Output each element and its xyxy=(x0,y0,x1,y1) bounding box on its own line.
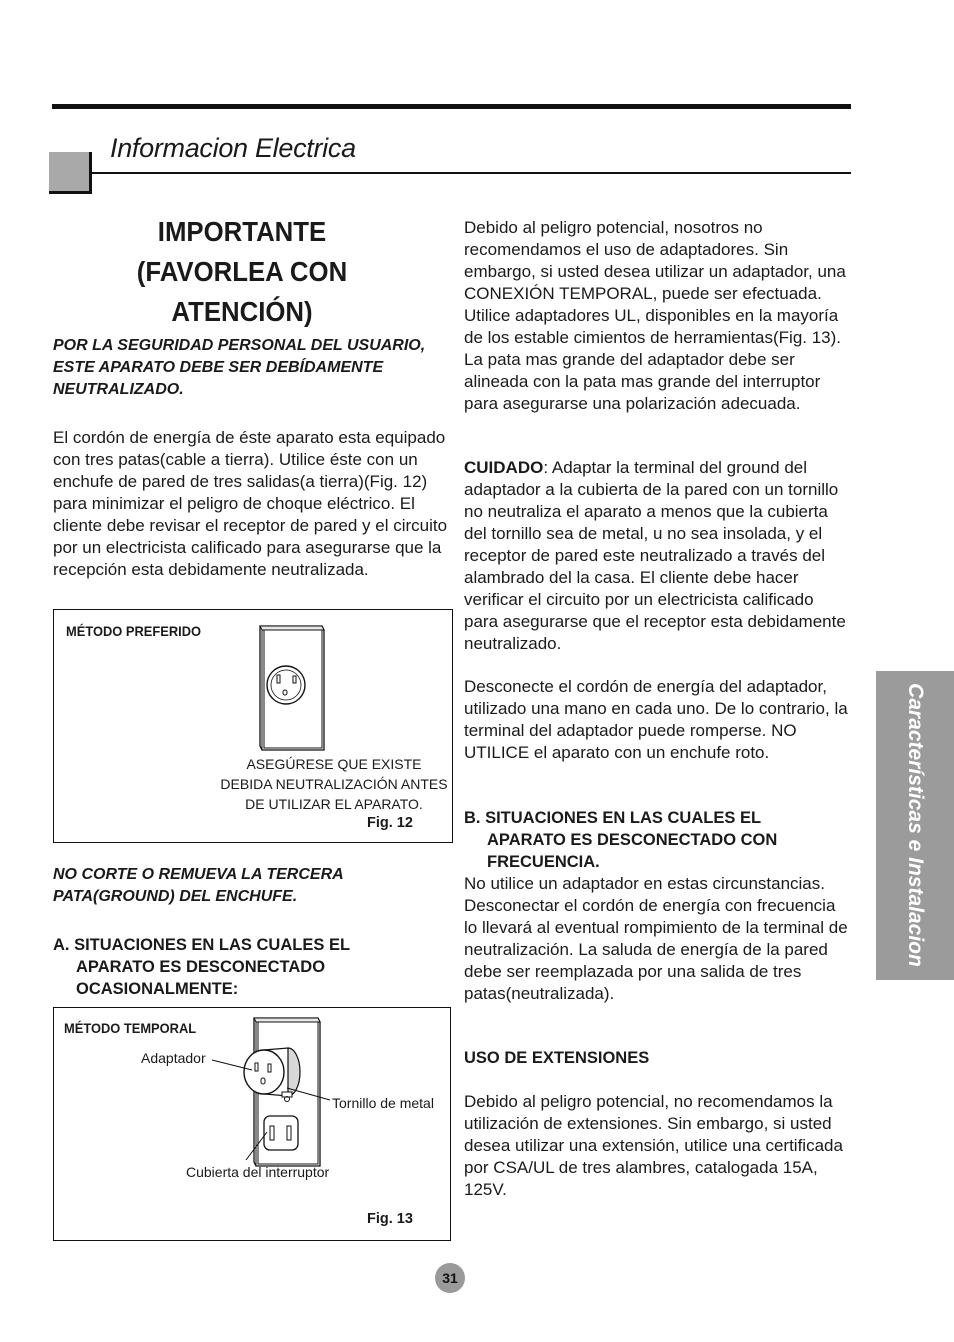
fig12-note-line-3: DE UTILIZAR EL APARATO. xyxy=(245,796,423,812)
extensions-heading: USO DE EXTENSIONES xyxy=(464,1049,650,1067)
cuidado-label: CUIDADO xyxy=(464,458,544,477)
side-tab-label: Características e Instalacion xyxy=(904,683,927,967)
cuidado-text: : Adaptar la terminal del ground del adaptador a la cubierta de la pared con un tornillo no neutraliza el aparato a menos que la cubierta del tornillo sea de metal, u no sea insolada, y el receptor de pared este neutralizado a través del alambrado del la casa. El cliente debe hacer verificar el circuito por un electricista calificado para asegurarse que el receptor esta debidamente neutralizado. xyxy=(464,458,846,653)
section-marker xyxy=(49,152,92,194)
subheading-a xyxy=(53,934,453,1000)
fig12-label: MÉTODO PREFERIDO xyxy=(66,623,202,639)
subheading-b-line-2: APARATO ES DESCONECTADO CON xyxy=(487,831,778,849)
figure-13 xyxy=(53,1007,451,1241)
importante-line-1: IMPORTANTE xyxy=(157,216,327,247)
figure-12 xyxy=(53,609,453,843)
disconnect-paragraph: Desconecte el cordón de energía del adaptador, utilizado una mano en cada uno. De lo contrario, la terminal del adaptador puede romperse. NO UTILICE el aparato con un enchufe roto. xyxy=(464,677,848,762)
frequent-disconnect-paragraph: No utilice un adaptador en estas circunstancias. Desconectar el cordón de energía con frecuencia lo llevará al eventual rompimiento de la terminal de neutralización. La saluda de energía de la pared debe ser reemplazada por una salida de tres patas(neutralizada). xyxy=(464,874,848,1003)
fig13-leader-lines xyxy=(54,1008,452,1242)
subheading-b-line-3: FRECUENCIA. xyxy=(487,853,600,871)
fig13-label: MÉTODO TEMPORAL xyxy=(64,1020,197,1036)
adapter-paragraph: Debido al peligro potencial, nosotros no recomendamos el uso de adaptadores. Sin embargo, si usted desea utilizar un adaptador, una CONEXIÓN TEMPORAL, puede ser efectuada. Utilice adaptadores UL, disponibles en la mayoría de los estable cimientos de herramientas(Fig. 13). La pata mas grande del adaptador debe ser alineada con la pata mas grande del interruptor para asegurarse una polarización adecuada. xyxy=(464,218,846,413)
cuidado-paragraph xyxy=(464,457,849,655)
wall-outlet-icon xyxy=(252,624,332,752)
fig12-note-line-1: ASEGÚRESE QUE EXISTE xyxy=(246,756,422,772)
grounding-paragraph: El cordón de energía de éste aparato esta equipado con tres patas(cable a tierra). Utilice éste con un enchufe de pared de tres salidas(a tierra)(Fig. 12) para minimizar el peligro de choque eléctrico. El cliente debe revisar el receptor de pared y el circuito por un electricista calificado para asegurarse que la recepción esta debidamente neutralizada. xyxy=(53,428,448,579)
subheading-a-line-3: OCASIONALMENTE: xyxy=(76,980,239,998)
label-cubierta: Cubierta del interruptor xyxy=(186,1164,330,1180)
fig12-note xyxy=(214,754,454,814)
label-tornillo: Tornillo de metal xyxy=(332,1095,434,1111)
safety-warning: POR LA SEGURIDAD PERSONAL DEL USUARIO, ESTE APARATO DEBE SER DEBÍDAMENTE NEUTRALIZADO. xyxy=(53,337,426,398)
subheading-b-line-1: B. SITUACIONES EN LAS CUALES EL xyxy=(464,809,762,827)
importante-heading xyxy=(67,212,417,332)
subheading-a-line-1: A. SITUACIONES EN LAS CUALES EL xyxy=(53,936,351,954)
top-rule xyxy=(52,104,851,109)
subheading-a-line-2: APARATO ES DESCONECTADO xyxy=(76,958,326,976)
section-title: Informacion Electrica xyxy=(110,133,356,163)
fig12-note-line-2: DEBIDA NEUTRALIZACIÓN ANTES xyxy=(220,776,448,792)
fig12-caption: Fig. 12 xyxy=(367,815,413,831)
importante-line-2: (FAVORLEA CON ATENCIÓN) xyxy=(136,256,348,327)
subheading-b xyxy=(464,807,849,873)
section-rule xyxy=(92,172,851,174)
extensions-paragraph: Debido al peligro potencial, no recomendamos la utilización de extensiones. Sin embargo, si usted desea utilizar una extensión, utilice una certificada por CSA/UL de tres alambres, catalogada 15A, 125V. xyxy=(464,1092,843,1199)
ground-pin-warning: NO CORTE O REMUEVA LA TERCERA PATA(GROUND) DEL ENCHUFE. xyxy=(53,866,344,905)
fig13-caption: Fig. 13 xyxy=(367,1211,413,1227)
page-number: 31 xyxy=(435,1263,465,1293)
label-adaptador: Adaptador xyxy=(141,1050,206,1066)
